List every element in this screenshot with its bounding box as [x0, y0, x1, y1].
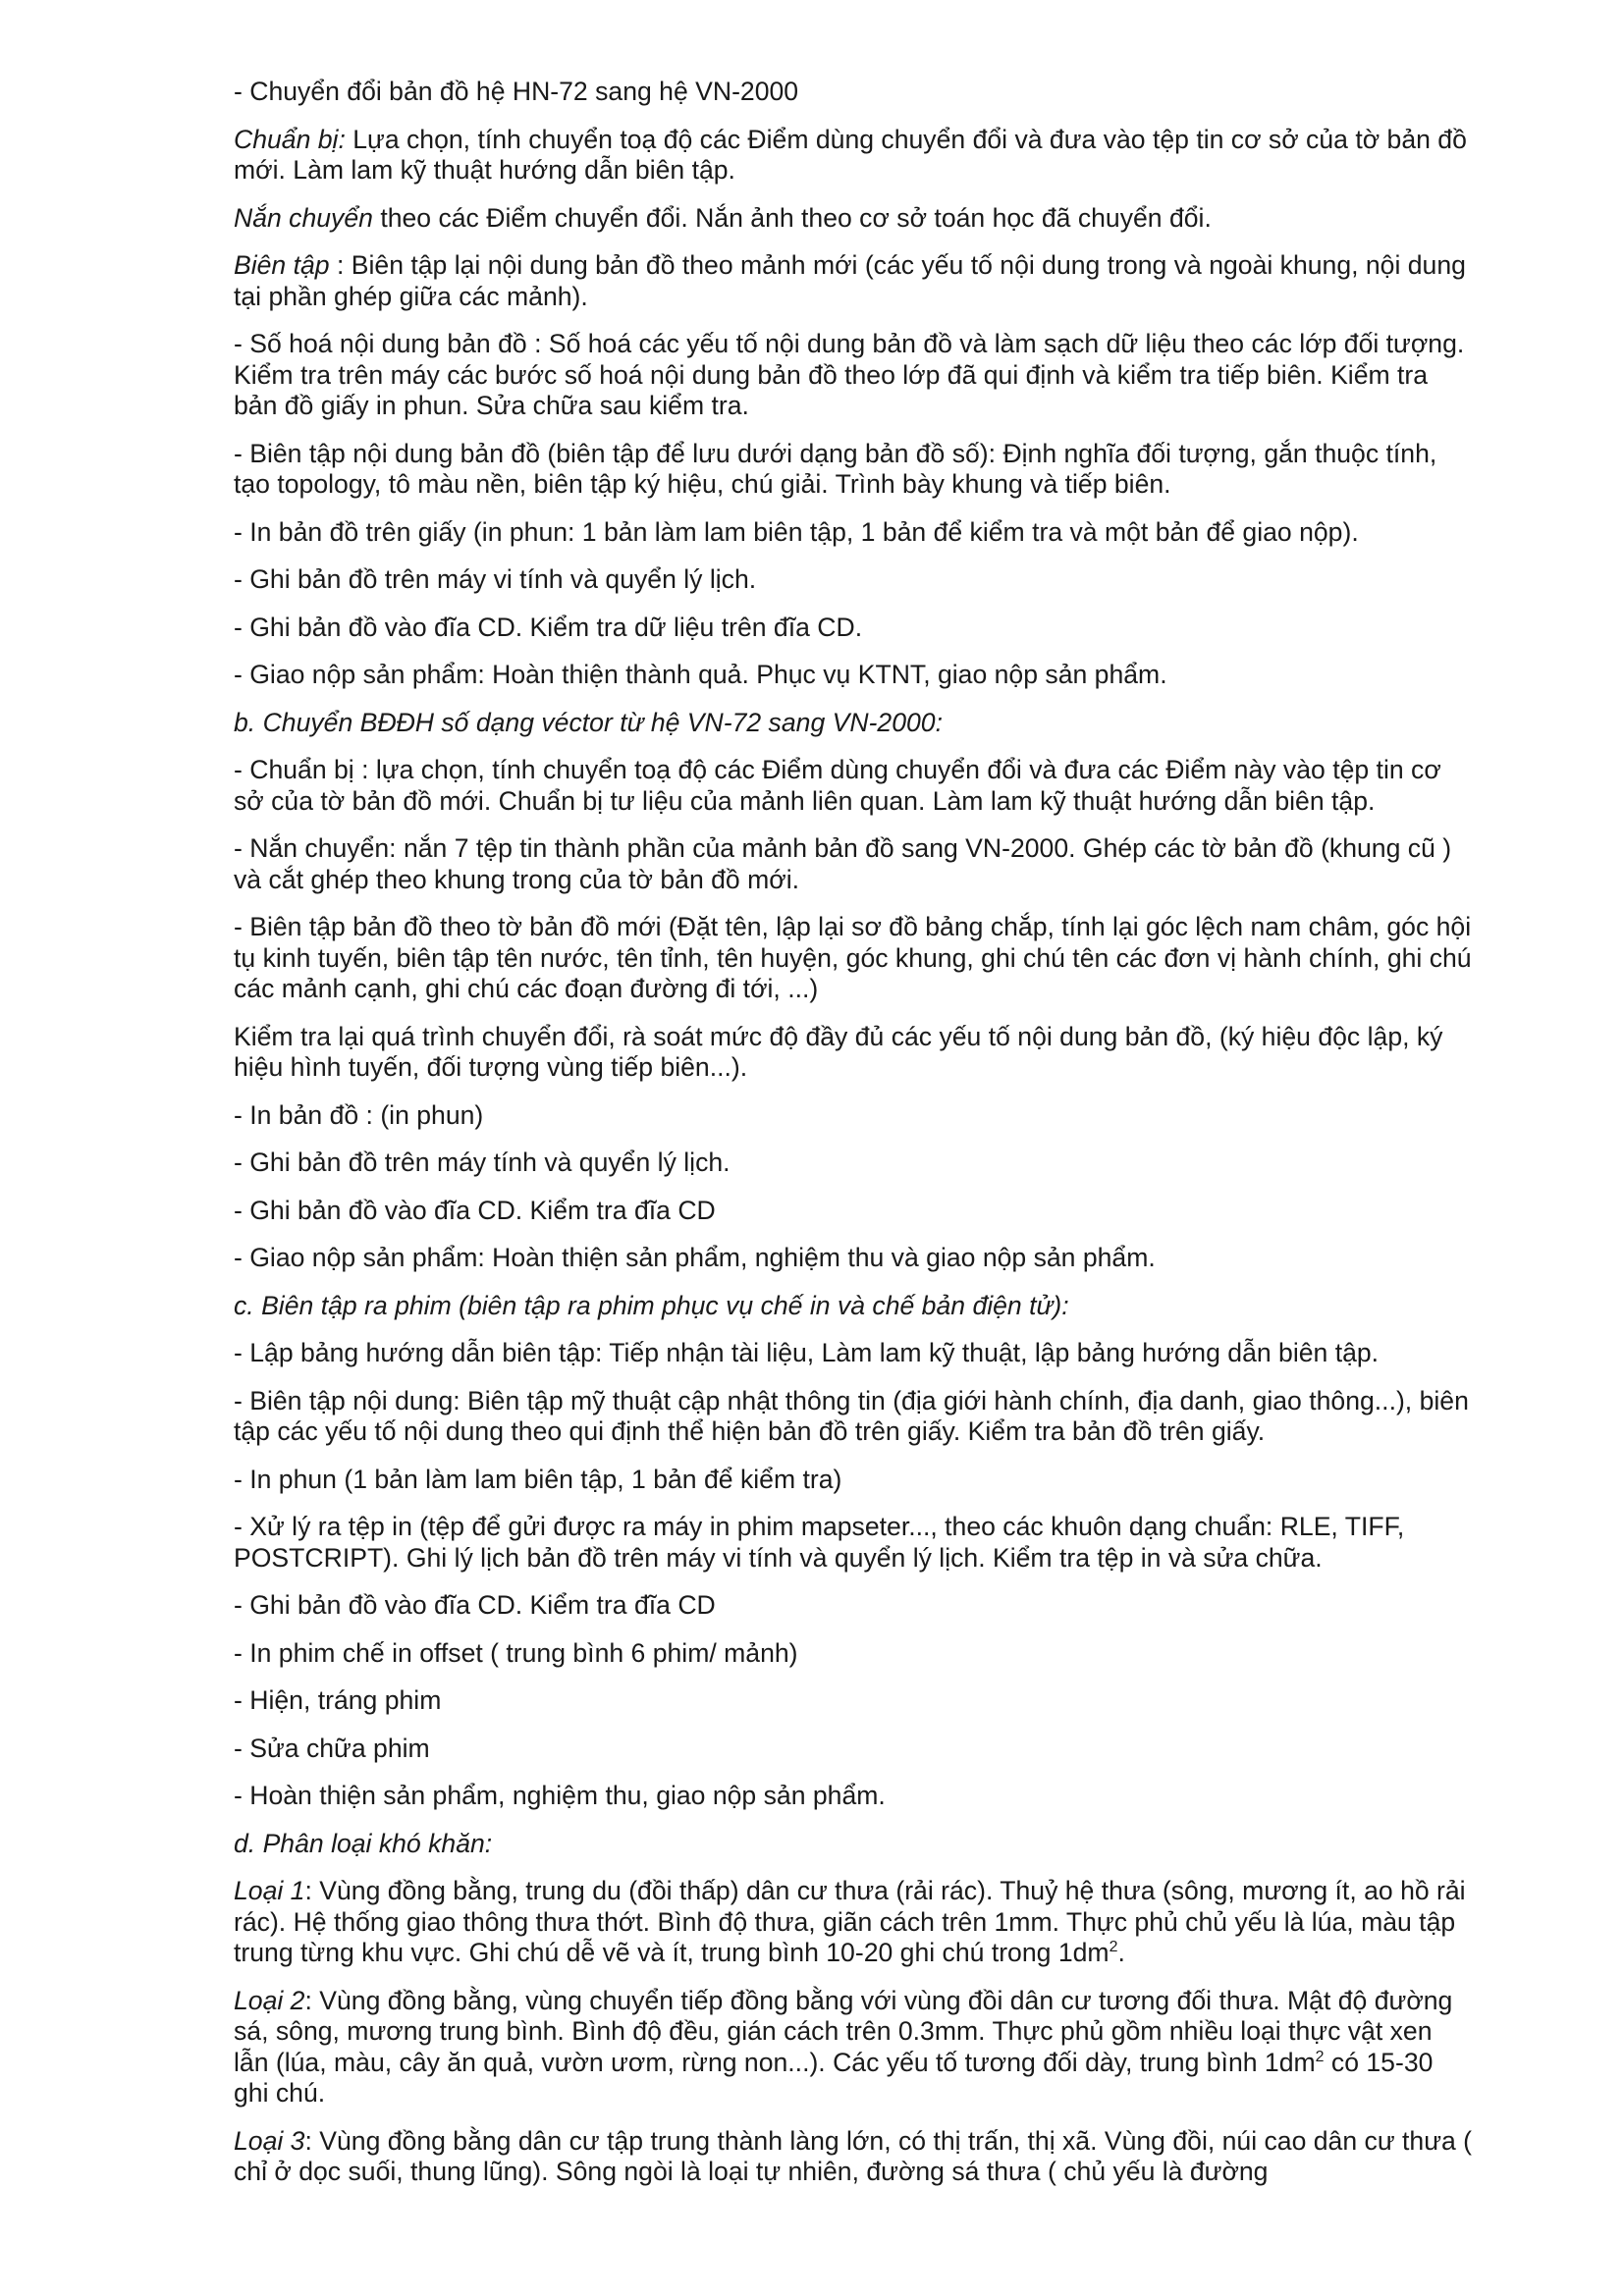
paragraph [234, 1465, 1473, 1496]
paragraph-text: - Số hoá nội dung bản đồ : Số hoá các yếu tố nội dung bản đồ và làm sạch dữ liệu theo các lớp đối tượng. Kiểm tra trên máy các bước số hoá nội dung bản đồ theo lớp đã qui định và kiểm tra tiếp biên. Kiểm tra bản đồ giấy in phun. Sửa chữa sau kiểm tra. [234, 329, 1465, 420]
paragraph-text: - Chuẩn bị : lựa chọn, tính chuyển toạ độ các Điểm dùng chuyển đổi và đưa các Điểm này vào tệp tin cơ sở của tờ bản đồ mới. Chuẩn bị tư liệu của mảnh liên quan. Làm lam kỹ thuật hướng dẫn biên tập. [234, 755, 1441, 816]
paragraph [234, 1986, 1473, 2109]
paragraph-lead: Chuẩn bị: [234, 124, 346, 154]
section-heading: d. Phân loại khó khăn: [234, 1828, 493, 1858]
paragraph [234, 564, 1473, 596]
paragraph [234, 2126, 1473, 2188]
paragraph [234, 1386, 1473, 1448]
paragraph-text: - Hoàn thiện sản phẩm, nghiệm thu, giao nộp sản phẩm. [234, 1781, 886, 1810]
paragraph [234, 660, 1473, 691]
paragraph-lead: Biên tập [234, 250, 330, 280]
paragraph-text: : Biên tập lại nội dung bản đồ theo mảnh mới (các yếu tố nội dung trong và ngoài khung, nội dung tại phần ghép giữa các mảnh). [234, 250, 1466, 311]
paragraph-lead: Loại 3 [234, 2125, 305, 2156]
paragraph [234, 1148, 1473, 1179]
paragraph-text: - Chuyển đổi bản đồ hệ HN-72 sang hệ VN-2000 [234, 77, 799, 106]
paragraph-text: - Lập bảng hướng dẫn biên tập: Tiếp nhận tài liệu, Làm lam kỹ thuật, lập bảng hướng dẫn biên tập. [234, 1338, 1380, 1367]
paragraph-lead: Loại 1 [234, 1876, 305, 1905]
paragraph [234, 1100, 1473, 1132]
paragraph-tail: có 15-30 ghi chú. [234, 2047, 1434, 2108]
paragraph-text: - Xử lý ra tệp in (tệp để gửi được ra máy in phim mapseter..., theo các khuôn dạng chuẩn: RLE, TIFF, POSTCRIPT). Ghi lý lịch bản đồ trên máy vi tính và quyển lý lịch. Kiểm tra tệp in và sửa chữa. [234, 1512, 1405, 1573]
paragraph [234, 1876, 1473, 1969]
paragraph [234, 1734, 1473, 1765]
paragraph [234, 250, 1473, 312]
paragraph-text: - Ghi bản đồ trên máy vi tính và quyển lý lịch. [234, 564, 757, 594]
paragraph-text: - Ghi bản đồ vào đĩa CD. Kiểm tra đĩa CD [234, 1195, 716, 1225]
paragraph [234, 1243, 1473, 1274]
paragraph-text: : Vùng đồng bằng dân cư tập trung thành làng lớn, có thị trấn, thị xã. Vùng đồi, núi cao dân cư thưa ( chỉ ở dọc suối, thung lũng). Sông ngòi là loại tự nhiên, đường sá thưa ( chủ yếu là đường [234, 2125, 1473, 2186]
paragraph-lead: Nắn chuyển [234, 202, 373, 233]
paragraph-text: : Vùng đồng bằng, vùng chuyển tiếp đồng bằng với vùng đồi dân cư tương đối thưa. Mật độ đường sá, sông, mương trung bình. Bình độ đều, gián cách trên 0.3mm. Thực phủ gồm nhiều loại thực vật xen lẫn (lúa, màu, cây ăn quả, vườn ươm, rừng non...). Các yếu tố tương đối dày, trung bình 1dm [234, 1985, 1453, 2077]
paragraph-text: Kiểm tra lại quá trình chuyển đổi, rà soát mức độ đầy đủ các yếu tố nội dung bản đồ, (ký hiệu độc lập, ký hiệu hình tuyến, đối tượng vùng tiếp biên...). [234, 1021, 1443, 1082]
paragraph [234, 329, 1473, 422]
paragraph [234, 1512, 1473, 1574]
paragraph [234, 77, 1473, 108]
paragraph [234, 1022, 1473, 1084]
paragraph [234, 517, 1473, 549]
paragraph-text: - In phim chế in offset ( trung bình 6 phim/ mảnh) [234, 1637, 798, 1668]
paragraph-text: Lựa chọn, tính chuyển toạ độ các Điểm dùng chuyển đổi và đưa vào tệp tin cơ sở của tờ bản đồ mới. Làm lam kỹ thuật hướng dẫn biên tập. [234, 124, 1467, 185]
paragraph-text: - Biên tập bản đồ theo tờ bản đồ mới (Đặt tên, lập lại sơ đồ bảng chắp, tính lại góc lệch nam châm, góc hội tụ kinh tuyến, biên tập tên nước, tên tỉnh, tên huyện, góc khung, ghi chú tên các đơn vị hành chính, ghi chú các mảnh cạnh, ghi chú các đoạn đường đi tới, ...) [234, 912, 1472, 1003]
paragraph [234, 1196, 1473, 1227]
paragraph-text: - Hiện, tráng phim [234, 1685, 442, 1715]
paragraph-text: - Sửa chữa phim [234, 1733, 430, 1763]
document-page [234, 77, 1473, 2205]
paragraph-text: theo các Điểm chuyển đổi. Nắn ảnh theo cơ sở toán học đã chuyển đổi. [372, 202, 1212, 233]
paragraph-text: : Vùng đồng bằng, trung du (đồi thấp) dân cư thưa (rải rác). Thuỷ hệ thưa (sông, mương ít, ao hồ rải rác). Hệ thống giao thông thưa thớt. Bình độ thưa, giãn cách trên 1mm. Thực phủ chủ yếu là lúa, màu tập trung từng khu vực. Ghi chú dễ vẽ và ít, trung bình 10-20 ghi chú trong 1dm [234, 1876, 1466, 1967]
paragraph [234, 755, 1473, 817]
paragraph-tail: . [1117, 1938, 1125, 1967]
paragraph-text: - In phun (1 bản làm lam biên tập, 1 bản để kiểm tra) [234, 1464, 842, 1494]
paragraph [234, 439, 1473, 501]
paragraph [234, 1338, 1473, 1369]
paragraph [234, 125, 1473, 187]
paragraph-text: - Ghi bản đồ vào đĩa CD. Kiểm tra đĩa CD [234, 1590, 716, 1620]
paragraph-text: - Nắn chuyển: nắn 7 tệp tin thành phần của mảnh bản đồ sang VN-2000. Ghép các tờ bản đồ (khung cũ ) và cắt ghép theo khung trong của tờ bản đồ mới. [234, 833, 1452, 894]
paragraph-text: - In bản đồ trên giấy (in phun: 1 bản làm lam biên tập, 1 bản để kiểm tra và một bản để giao nộp). [234, 516, 1359, 547]
paragraph [234, 613, 1473, 644]
paragraph-lead: Loại 2 [234, 1985, 305, 2015]
paragraph [234, 1781, 1473, 1812]
paragraph-text: - Giao nộp sản phẩm: Hoàn thiện sản phẩm, nghiệm thu và giao nộp sản phẩm. [234, 1243, 1156, 1272]
paragraph [234, 1638, 1473, 1670]
paragraph-text: - Ghi bản đồ trên máy tính và quyển lý lịch. [234, 1148, 731, 1177]
section-heading: c. Biên tập ra phim (biên tập ra phim phục vụ chế in và chế bản điện tử): [234, 1290, 1069, 1320]
paragraph-text: - Giao nộp sản phẩm: Hoàn thiện thành quả. Phục vụ KTNT, giao nộp sản phẩm. [234, 660, 1167, 689]
paragraph [234, 833, 1473, 895]
paragraph [234, 1590, 1473, 1622]
paragraph [234, 912, 1473, 1005]
paragraph-text: - In bản đồ : (in phun) [234, 1099, 484, 1130]
superscript: 2 [1315, 2048, 1325, 2065]
paragraph-text: - Biên tập nội dung: Biên tập mỹ thuật cập nhật thông tin (địa giới hành chính, địa danh, giao thông...), biên tập các yếu tố nội dung theo qui định thể hiện bản đồ trên giấy. Kiểm tra bản đồ trên giấy. [234, 1385, 1469, 1446]
section-heading: b. Chuyển BĐĐH số dạng véctor từ hệ VN-72 sang VN-2000: [234, 707, 943, 737]
superscript: 2 [1109, 1939, 1118, 1956]
paragraph-text: - Biên tập nội dung bản đồ (biên tập để lưu dưới dạng bản đồ số): Định nghĩa đối tượng, gắn thuộc tính, tạo topology, tô màu nền, biên tập ký hiệu, chú giải. Trình bày khung và tiếp biên. [234, 438, 1437, 499]
paragraph-text: - Ghi bản đồ vào đĩa CD. Kiểm tra dữ liệu trên đĩa CD. [234, 612, 863, 642]
paragraph [234, 203, 1473, 235]
paragraph [234, 1685, 1473, 1717]
